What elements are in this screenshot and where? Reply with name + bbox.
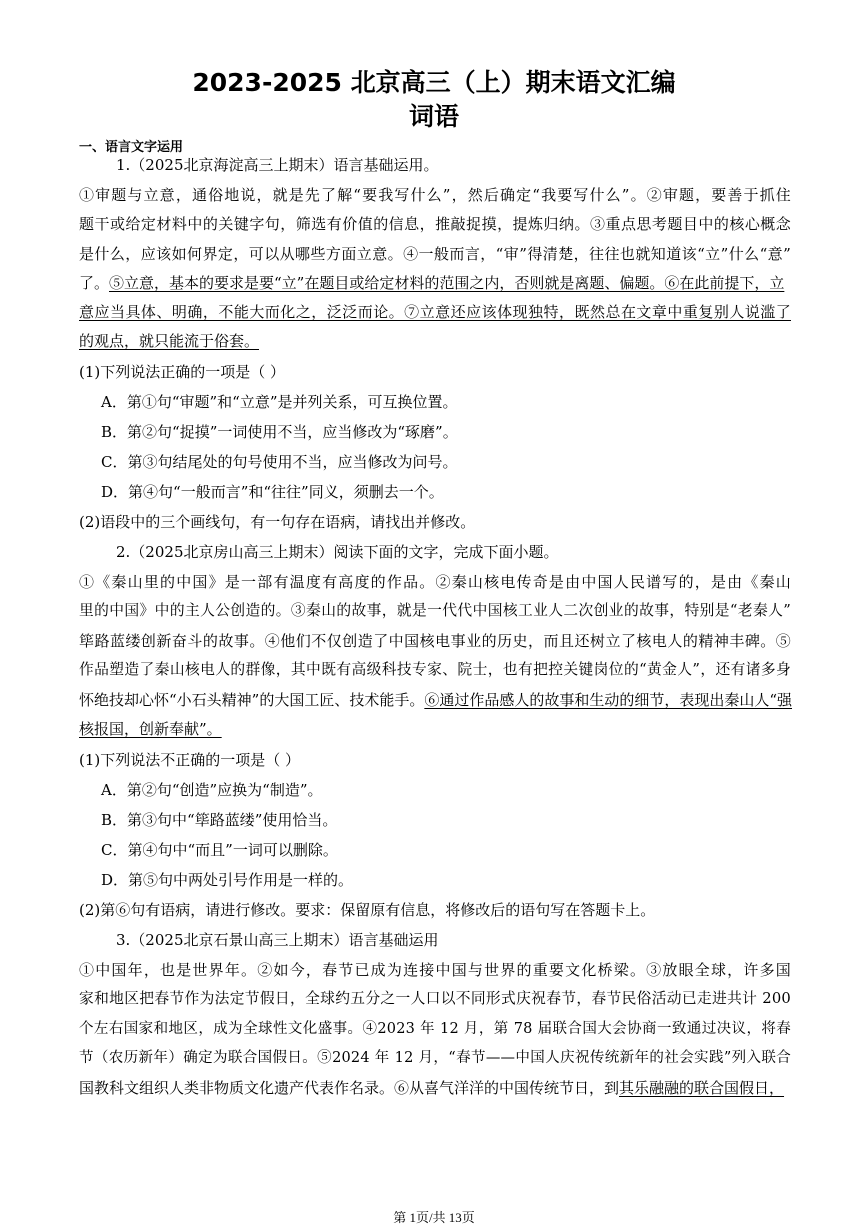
q2-subquestion-2: (2)第⑥句有语病，请进行修改。要求：保留原有信息，将修改后的语句写在答题卡上。	[79, 901, 656, 919]
question-2-heading: 2.（2025北京房山高三上期末）阅读下面的文字，完成下面小题。	[116, 543, 559, 561]
page-footer: 第 1页/共 13页	[393, 1210, 475, 1225]
q1-underlined-line: 意应当具体、明确，不能大而化之，泛泛而论。⑦立意还应该体现独特，既然总在文章中重复别人说滥了	[79, 303, 791, 321]
q1-passage-line: 题干或给定材料中的关键字句，筛选有价值的信息，推敲捉摸，提炼归纳。③重点思考题目中的核心概念	[79, 215, 791, 233]
q2-passage-line	[79, 690, 791, 710]
q1-option-b: B．第②句“捉摸”一词使用不当，应当修改为“琢磨”。	[101, 423, 458, 441]
section-heading: 一、语言文字运用	[79, 140, 184, 155]
q1-passage-line: 是什么，应该如何界定，可以从哪些方面立意。④一般而言，“审”得清楚，往往也就知道该“立”什么“意”	[79, 245, 791, 263]
q2-option-a: A．第②句“创造”应换为“制造”。	[101, 781, 323, 799]
q2-option-d: D．第⑤句中两处引号作用是一样的。	[101, 871, 354, 889]
page-subtitle: 词语	[408, 102, 459, 131]
page-title: 2023-2025 北京高三（上）期末语文汇编	[192, 68, 676, 97]
q1-option-c: C．第③句结尾处的句号使用不当，应当修改为问号。	[101, 453, 458, 471]
q2-underlined-sentence: ⑥通过作品感人的故事和生动的细节，表现出秦山人“强	[424, 691, 793, 709]
q2-subquestion-1: (1)下列说法不正确的一项是（ ）	[79, 751, 301, 769]
q3-passage-fragment: 国教科文组织人类非物质文化遗产代表作名录。⑥从喜气洋洋的中国传统节日，到	[79, 1079, 620, 1097]
question-3-heading: 3.（2025北京石景山高三上期末）语言基础运用	[116, 931, 439, 949]
q2-passage-line: 作品塑造了秦山核电人的群像，其中既有高级科技专家、院士，也有把控关键岗位的“黄金人”，还有诸多身	[79, 661, 791, 678]
q2-passage-line: 里的中国》中的主人公创造的。③秦山的故事，就是一代代中国核工业人二次创业的故事，特别是“老秦人”	[79, 602, 791, 619]
q2-option-b: B．第③句中“筚路蓝缕”使用恰当。	[101, 811, 338, 829]
q1-option-d: D．第④句“一般而言”和“往往”同义，须删去一个。	[101, 483, 444, 501]
q1-passage-fragment: 了。	[79, 274, 110, 292]
q2-underlined-line: 核报国，创新奉献”。	[79, 720, 222, 738]
q1-underlined-sentence: ⑤立意，基本的要求是要“立”在题目或给定材料的范围之内，否则就是离题、偏题。⑥在此前提下，立	[109, 274, 785, 292]
q1-option-a: A．第①句“审题”和“立意”是并列关系，可互换位置。	[101, 393, 458, 411]
q1-passage-line	[79, 273, 791, 293]
q2-option-c: C．第④句中“而且”一词可以删除。	[101, 841, 338, 859]
q2-passage-fragment: 怀绝技却心怀“小石头精神”的大国工匠、技术能手。	[79, 691, 425, 709]
q1-subquestion-1: (1)下列说法正确的一项是（ ）	[79, 363, 286, 381]
q3-passage-line: ①中国年，也是世界年。②如今，春节已成为连接中国与世界的重要文化桥梁。③放眼全球，许多国	[79, 961, 791, 979]
question-1-heading: 1.（2025北京海淀高三上期末）语言基础运用。	[116, 156, 439, 174]
q3-passage-line: 个左右国家和地区，成为全球性文化盛事。④2023 年 12 月，第 78 届联合国大会协商一致通过决议，将春	[79, 1021, 791, 1037]
q1-passage-line: ①审题与立意，通俗地说，就是先了解“要我写什么”，然后确定“我要写什么”。②审题，要善于抓住	[79, 186, 791, 204]
q2-passage-line: 筚路蓝缕创新奋斗的故事。④他们不仅创造了中国核电事业的历史，而且还树立了核电人的精神丰碑。⑤	[79, 632, 791, 650]
q2-passage-line: ①《秦山里的中国》是一部有温度有高度的作品。②秦山核电传奇是由中国人民谱写的，是由《秦山	[79, 573, 791, 591]
q1-subquestion-2: (2)语段中的三个画线句，有一句存在语病，请找出并修改。	[79, 513, 476, 531]
q1-underlined-line: 的观点，就只能流于俗套。	[79, 332, 260, 350]
q3-passage-line: 家和地区把春节作为法定节假日，全球约五分之一人口以不同形式庆祝春节，春节民俗活动已走进共计 200	[79, 990, 791, 1007]
q3-passage-line: 节（农历新年）确定为联合国假日。⑤2024 年 12 月，“春节——中国人庆祝传统新年的社会实践”列入联合	[79, 1050, 791, 1066]
q3-underlined-phrase: 其乐融融的联合国假日，	[619, 1079, 785, 1097]
q3-passage-line	[79, 1078, 791, 1098]
